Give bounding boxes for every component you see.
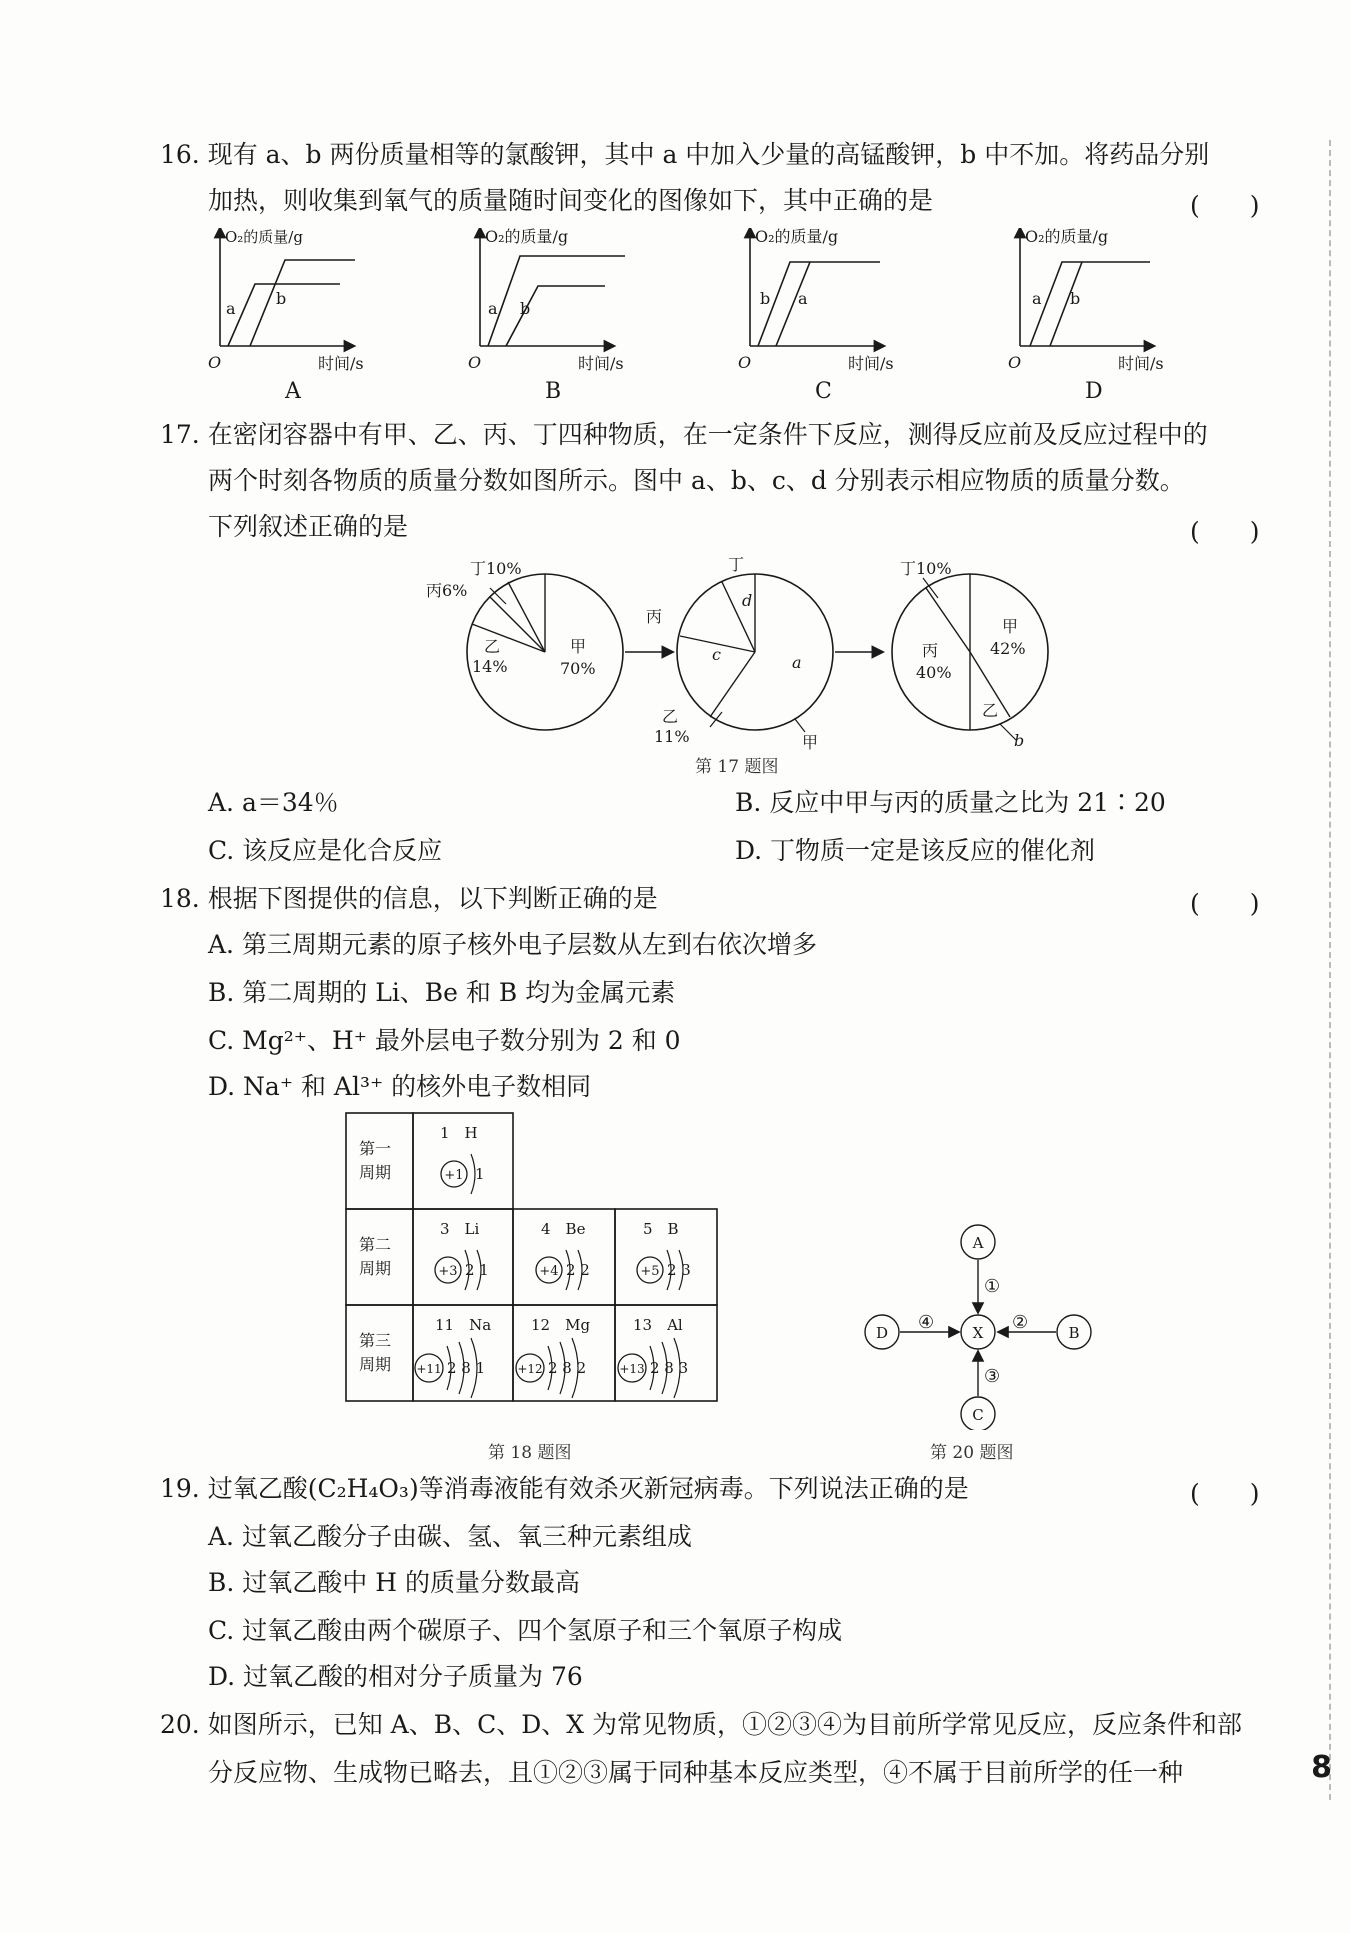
q18-be-nucleus: +4 bbox=[539, 1264, 559, 1279]
q18-li-nucleus: +3 bbox=[438, 1264, 458, 1279]
q18-b-nucleus: +5 bbox=[640, 1264, 660, 1279]
q16-option-d: D bbox=[1085, 379, 1103, 404]
q17-pie1-yi-val: 14% bbox=[472, 657, 508, 676]
q20-line2: 分反应物、生成物已略去，且①②③属于同种基本反应类型，④不属于目前所学的任一种 bbox=[208, 1758, 1184, 1787]
q18-row2-label-b: 周期 bbox=[359, 1259, 392, 1278]
q18-option-d: D. Na⁺ 和 Al³⁺ 的核外电子数相同 bbox=[208, 1072, 592, 1101]
q16d-xlabel: 时间/s bbox=[1118, 354, 1164, 373]
q16b-series-b: b bbox=[520, 299, 531, 318]
q18-b-shells: 2 3 bbox=[667, 1261, 691, 1279]
q17-pie-middle bbox=[646, 555, 833, 752]
q20-reaction-4: ④ bbox=[918, 1312, 935, 1333]
q17-pie2-a: a bbox=[792, 653, 802, 672]
q18-row1-label-b: 周期 bbox=[359, 1163, 392, 1182]
q17-pie-before bbox=[426, 559, 623, 730]
q17-pie1-bing: 丙6% bbox=[426, 581, 468, 600]
q16-line1: 16. 现有 a、b 两份质量相等的氯酸钾，其中 a 中加入少量的高锰酸钾，b 中不加。将药品分别 bbox=[160, 140, 1210, 169]
q18-answer-paren: ( ) bbox=[1190, 889, 1260, 918]
q19-stem: 19. 过氧乙酸(C₂H₄O₃)等消毒液能有效杀灭新冠病毒。下列说法正确的是 bbox=[160, 1474, 969, 1503]
q18-mg-head: 12 Mg bbox=[531, 1316, 591, 1334]
q18-al-shells: 2 8 3 bbox=[650, 1359, 689, 1377]
q17-option-c: C. 该反应是化合反应 bbox=[208, 836, 443, 865]
q16b-ylabel: O₂的质量/g bbox=[485, 228, 569, 246]
q18-row3-label-a: 第三 bbox=[359, 1331, 392, 1350]
q20-node-d: D bbox=[875, 1324, 889, 1342]
q17-pie2-d: d bbox=[742, 591, 753, 610]
q19-option-a: A. 过氧乙酸分子由碳、氢、氧三种元素组成 bbox=[208, 1522, 692, 1551]
q16-option-b: B bbox=[545, 379, 562, 404]
q18-periodic-table bbox=[345, 1112, 725, 1432]
q20-reaction-diagram bbox=[860, 1220, 1100, 1430]
q16b-series-a: a bbox=[488, 299, 498, 318]
q20-reaction-1: ① bbox=[984, 1276, 1001, 1297]
q18-element-mg bbox=[516, 1316, 590, 1398]
q17-pie-after bbox=[892, 559, 1048, 750]
q18-al-head: 13 Al bbox=[633, 1316, 683, 1334]
q18-row2-label-a: 第二 bbox=[359, 1235, 392, 1254]
q17-option-b: B. 反应中甲与丙的质量之比为 21∶20 bbox=[735, 788, 1166, 817]
q17-pie3-yi: 乙 bbox=[982, 701, 999, 720]
q16-graph-b bbox=[468, 228, 625, 404]
q17-pie3-jia-val: 42% bbox=[990, 639, 1026, 658]
q17-pie1-jia-val: 70% bbox=[560, 659, 596, 678]
q16c-ylabel: O₂的质量/g bbox=[755, 228, 839, 246]
q16a-series-a: a bbox=[226, 299, 236, 318]
q17-line2: 两个时刻各物质的质量分数如图所示。图中 a、b、c、d 分别表示相应物质的质量分数。 bbox=[208, 466, 1185, 495]
q20-node-c: C bbox=[972, 1406, 984, 1424]
q16a-origin: O bbox=[208, 353, 222, 372]
q16c-xlabel: 时间/s bbox=[848, 354, 894, 373]
q18-li-head: 3 Li bbox=[440, 1220, 480, 1238]
q16-line2: 加热，则收集到氧气的质量随时间变化的图像如下，其中正确的是 bbox=[208, 186, 934, 215]
q18-caption: 第 18 题图 bbox=[488, 1443, 572, 1463]
q18-element-be bbox=[536, 1220, 590, 1290]
q19-option-b: B. 过氧乙酸中 H 的质量分数最高 bbox=[208, 1568, 580, 1597]
q16-answer-paren: ( ) bbox=[1190, 191, 1260, 220]
q18-be-head: 4 Be bbox=[541, 1220, 586, 1238]
q20-reaction-3: ③ bbox=[984, 1366, 1001, 1387]
q18-li-shells: 2 1 bbox=[465, 1261, 489, 1279]
q16b-origin: O bbox=[468, 353, 482, 372]
q16c-series-a: a bbox=[798, 289, 808, 308]
binding-margin-line bbox=[1329, 140, 1331, 1800]
q17-pie3-b: b bbox=[1014, 731, 1025, 750]
q18-na-nucleus: +11 bbox=[416, 1362, 442, 1376]
q18-row3-label-b: 周期 bbox=[359, 1355, 392, 1374]
q20-line1: 20. 如图所示，已知 A、B、C、D、X 为常见物质，①②③④为目前所学常见反应，反应条件和部 bbox=[160, 1710, 1242, 1739]
q20-node-x: X bbox=[972, 1324, 984, 1342]
q17-option-d: D. 丁物质一定是该反应的催化剂 bbox=[735, 836, 1096, 865]
q18-mg-nucleus: +12 bbox=[517, 1362, 543, 1376]
q18-element-al bbox=[618, 1316, 688, 1398]
q16d-origin: O bbox=[1008, 353, 1022, 372]
q17-pie1-yi: 乙 bbox=[484, 637, 501, 656]
q18-element-na bbox=[415, 1316, 491, 1398]
q20-node-a: A bbox=[972, 1234, 984, 1252]
q17-answer-paren: ( ) bbox=[1190, 517, 1260, 546]
q18-option-a: A. 第三周期元素的原子核外电子层数从左到右依次增多 bbox=[208, 930, 817, 959]
q17-pie2-yi: 乙 bbox=[662, 707, 679, 726]
q16a-xlabel: 时间/s bbox=[318, 354, 364, 373]
q18-option-c: C. Mg²⁺、H⁺ 最外层电子数分别为 2 和 0 bbox=[208, 1026, 681, 1055]
q18-element-b bbox=[637, 1220, 691, 1290]
q18-option-b: B. 第二周期的 Li、Be 和 B 均为金属元素 bbox=[208, 978, 676, 1007]
page-number: 8 bbox=[1311, 1750, 1332, 1785]
q16a-series-b: b bbox=[276, 289, 287, 308]
q18-h-shells: 1 bbox=[475, 1165, 485, 1183]
q18-al-nucleus: +13 bbox=[619, 1362, 645, 1376]
q17-pie3-jia: 甲 bbox=[1002, 617, 1019, 636]
q17-pie3-ding: 丁10% bbox=[900, 559, 952, 578]
q17-pie-figure bbox=[410, 552, 1090, 752]
q17-pie3-bing-val: 40% bbox=[916, 663, 952, 682]
q16-graph-a bbox=[208, 228, 364, 404]
q18-h-head: 1 H bbox=[440, 1124, 478, 1142]
q16a-ylabel: O₂的质量/g bbox=[225, 228, 303, 246]
q20-caption: 第 20 题图 bbox=[930, 1443, 1014, 1463]
q18-element-li bbox=[435, 1220, 489, 1290]
q17-line1: 17. 在密闭容器中有甲、乙、丙、丁四种物质，在一定条件下反应，测得反应前及反应过程中的 bbox=[160, 420, 1208, 449]
q18-be-shells: 2 2 bbox=[566, 1261, 590, 1279]
q18-stem: 18. 根据下图提供的信息，以下判断正确的是 bbox=[160, 884, 658, 913]
q17-caption: 第 17 题图 bbox=[695, 757, 779, 777]
q18-na-head: 11 Na bbox=[435, 1316, 492, 1334]
q18-row1-label-a: 第一 bbox=[359, 1139, 392, 1158]
q19-answer-paren: ( ) bbox=[1190, 1479, 1260, 1508]
q16-graph-c bbox=[738, 228, 894, 404]
q18-element-h bbox=[440, 1124, 485, 1194]
q16d-series-b: b bbox=[1070, 289, 1081, 308]
q16d-series-a: a bbox=[1032, 289, 1042, 308]
q19-option-c: C. 过氧乙酸由两个碳原子、四个氢原子和三个氧原子构成 bbox=[208, 1616, 843, 1645]
q16-option-c: C bbox=[815, 379, 832, 404]
q17-line3: 下列叙述正确的是 bbox=[208, 512, 409, 541]
q17-pie2-ding: 丁 bbox=[728, 555, 745, 574]
q17-option-a: A. a＝34％ bbox=[208, 788, 339, 817]
q16c-series-b: b bbox=[760, 289, 771, 308]
q17-pie2-yi-val: 11% bbox=[654, 727, 690, 746]
q18-b-head: 5 B bbox=[643, 1220, 679, 1238]
q17-pie2-c: c bbox=[712, 645, 721, 664]
q16-graphs bbox=[200, 228, 1200, 406]
q17-pie2-bing: 丙 bbox=[646, 607, 663, 626]
q17-pie1-jia: 甲 bbox=[570, 637, 587, 656]
q16c-origin: O bbox=[738, 353, 752, 372]
q17-pie3-bing: 丙 bbox=[922, 641, 939, 660]
q16b-xlabel: 时间/s bbox=[578, 354, 624, 373]
q16-graph-d bbox=[1008, 228, 1164, 404]
q19-option-d: D. 过氧乙酸的相对分子质量为 76 bbox=[208, 1662, 583, 1691]
q17-pie2-jia: 甲 bbox=[802, 733, 819, 752]
q16-option-a: A bbox=[285, 379, 301, 404]
q18-mg-shells: 2 8 2 bbox=[548, 1359, 587, 1377]
q20-node-b: B bbox=[1068, 1324, 1080, 1342]
q18-h-nucleus: +1 bbox=[444, 1168, 464, 1183]
q17-pie1-ding: 丁10% bbox=[470, 559, 522, 578]
q16d-ylabel: O₂的质量/g bbox=[1025, 228, 1109, 246]
q20-reaction-2: ② bbox=[1012, 1312, 1029, 1333]
q18-na-shells: 2 8 1 bbox=[447, 1359, 486, 1377]
